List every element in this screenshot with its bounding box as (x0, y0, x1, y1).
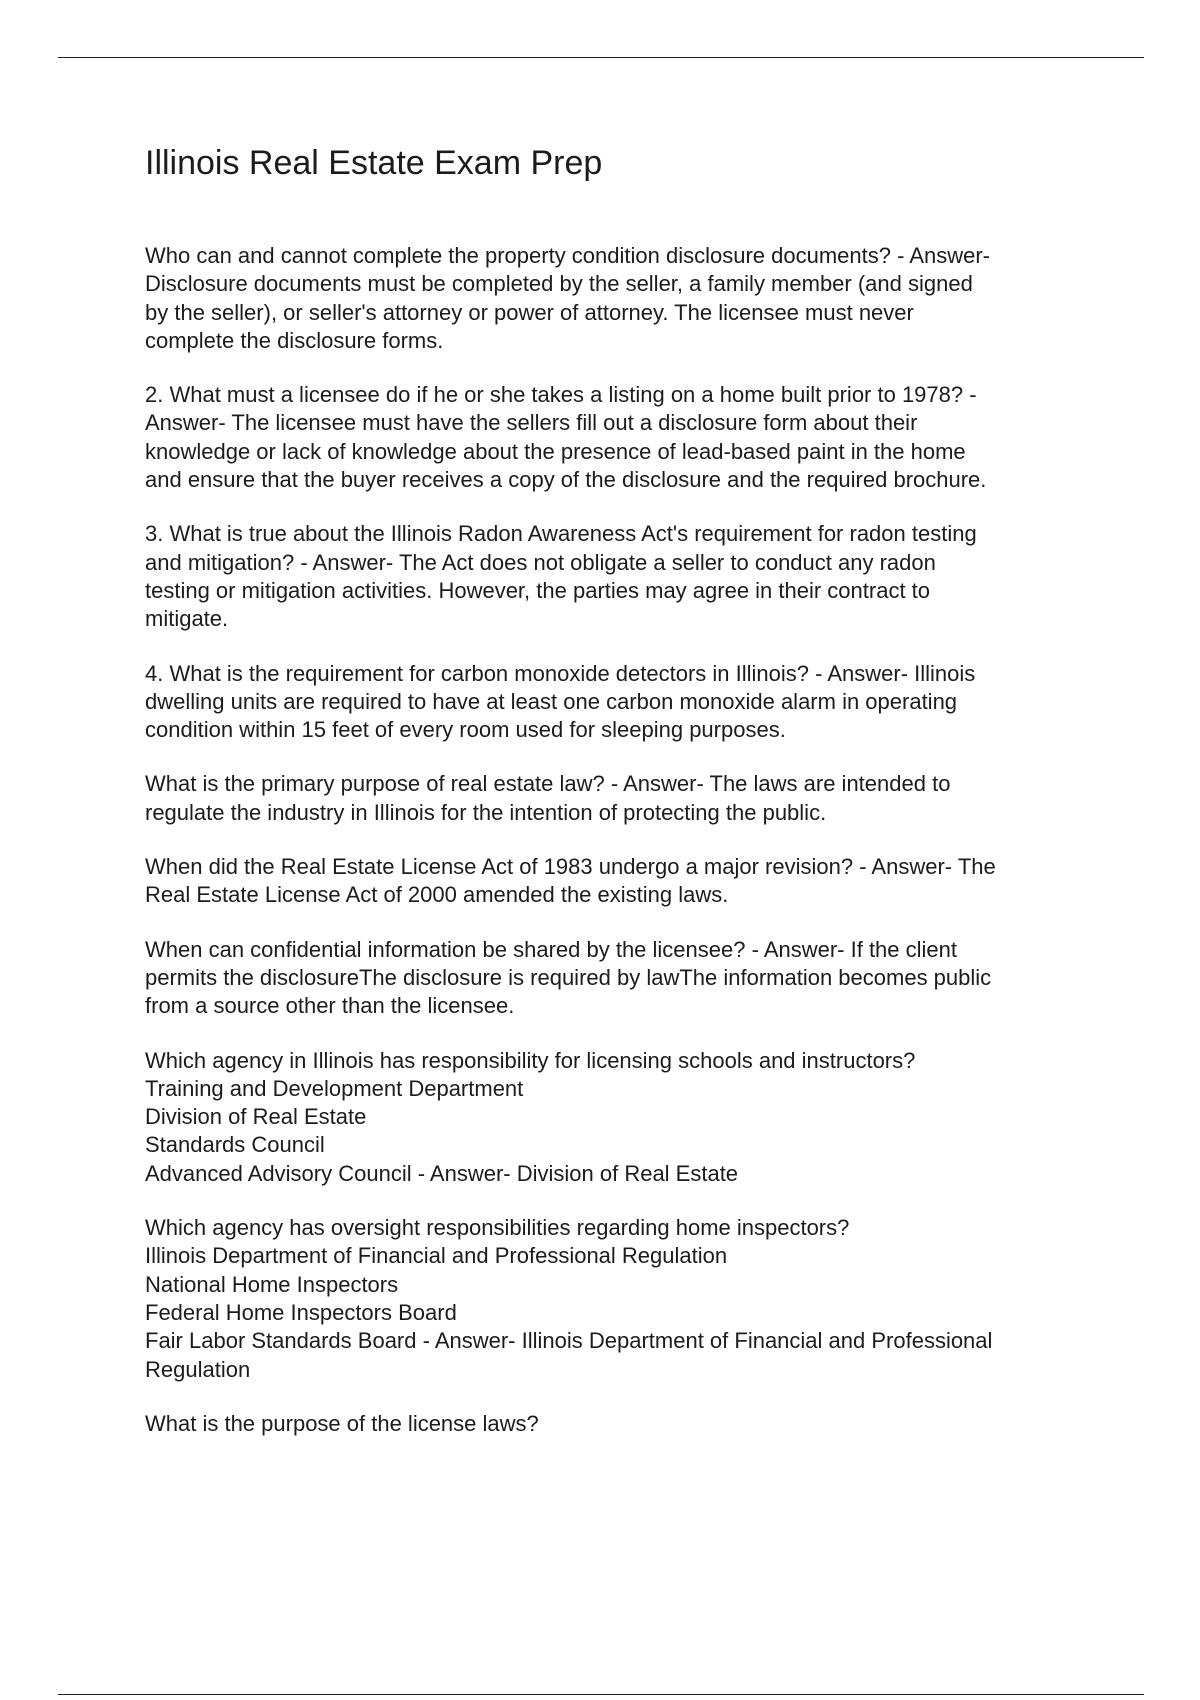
qa-line: and mitigation? - Answer- The Act does not obligate a seller to conduct any radon (145, 549, 936, 575)
qa-entry (145, 770, 1095, 827)
qa-line: When did the Real Estate License Act of 1983 undergo a major revision? - Answer- The (145, 854, 996, 880)
qa-line: Illinois Department of Financial and Professional Regulation (145, 1243, 728, 1269)
qa-line: What is the primary purpose of real estate law? - Answer- The laws are intended to (145, 771, 951, 797)
qa-line: National Home Inspectors (145, 1271, 399, 1297)
qa-line: Fair Labor Standards Board - Answer- Illinois Department of Financial and Professional (145, 1328, 993, 1354)
qa-entry (145, 853, 1095, 910)
qa-line: 4. What is the requirement for carbon monoxide detectors in Illinois? - Answer- Illinois (145, 660, 976, 686)
qa-entry (145, 1410, 1095, 1438)
bottom-rule (58, 1694, 1144, 1695)
qa-entry (145, 660, 1095, 745)
qa-line: Who can and cannot complete the property condition disclosure documents? - Answer- (145, 243, 991, 268)
qa-line: Division of Real Estate (145, 1104, 367, 1130)
qa-line: Training and Development Department (145, 1075, 524, 1101)
qa-line: complete the disclosure forms. (145, 327, 444, 353)
top-rule (58, 57, 1144, 58)
qa-line: Disclosure documents must be completed by the seller, a family member (and signed (145, 271, 973, 297)
qa-line: Which agency in Illinois has responsibility for licensing schools and instructors? (145, 1047, 916, 1073)
qa-line: 2. What must a licensee do if he or she takes a listing on a home built prior to 1978? - (145, 382, 977, 408)
qa-line: Federal Home Inspectors Board (145, 1299, 457, 1325)
qa-line: from a source other than the licensee. (145, 993, 515, 1019)
qa-line: Advanced Advisory Council - Answer- Division of Real Estate (145, 1160, 739, 1186)
qa-line: What is the purpose of the license laws? (145, 1410, 539, 1436)
qa-entry (145, 1047, 1095, 1188)
qa-line: Answer- The licensee must have the sellers fill out a disclosure form about their (145, 410, 918, 436)
qa-entry (145, 936, 1095, 1021)
page-title: Illinois Real Estate Exam Prep (145, 144, 603, 182)
qa-line: by the seller), or seller's attorney or power of attorney. The licensee must never (145, 299, 914, 325)
qa-line: mitigate. (145, 606, 229, 632)
qa-line: knowledge or lack of knowledge about the presence of lead-based paint in the home (145, 438, 966, 464)
qa-line: Regulation (145, 1356, 251, 1382)
qa-line: testing or mitigation activities. However, the parties may agree in their contract to (145, 577, 931, 603)
qa-line: Which agency has oversight responsibilities regarding home inspectors? (145, 1215, 850, 1241)
qa-line: condition within 15 feet of every room used for sleeping purposes. (145, 717, 786, 743)
qa-line: dwelling units are required to have at least one carbon monoxide alarm in operating (145, 688, 958, 714)
qa-line: regulate the industry in Illinois for the intention of protecting the public. (145, 799, 827, 825)
qa-entry (145, 381, 1095, 494)
qa-line: permits the disclosureThe disclosure is required by lawThe information becomes public (145, 964, 992, 990)
qa-line: Standards Council (145, 1132, 325, 1158)
qa-line: When can confidential information be shared by the licensee? - Answer- If the client (145, 936, 958, 962)
qa-line: Real Estate License Act of 2000 amended the existing laws. (145, 882, 729, 908)
qa-list (145, 242, 1095, 1464)
qa-line: 3. What is true about the Illinois Radon Awareness Act's requirement for radon testing (145, 521, 977, 547)
qa-entry (145, 242, 1095, 355)
qa-entry (145, 520, 1095, 633)
qa-line: and ensure that the buyer receives a copy of the disclosure and the required brochure. (145, 467, 987, 493)
qa-entry (145, 1214, 1095, 1384)
